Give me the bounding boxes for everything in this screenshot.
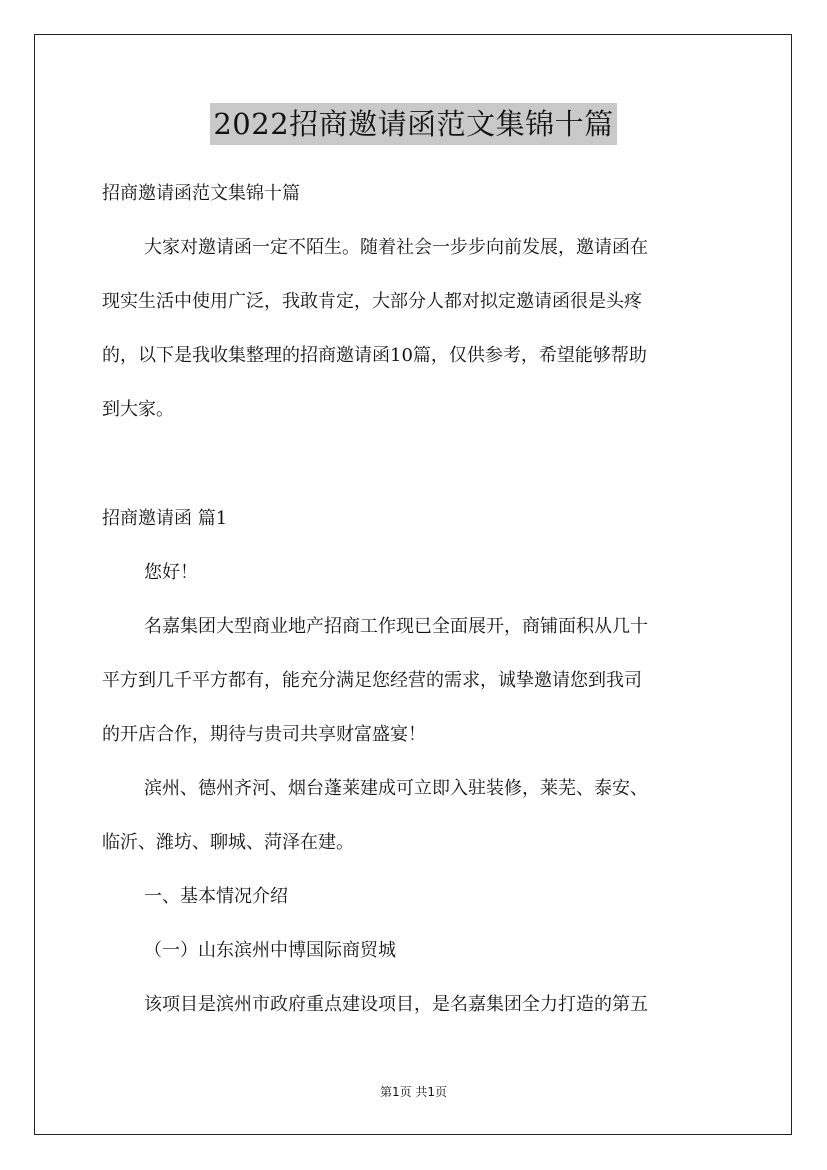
body-line-4: 滨州、德州齐河、烟台蓬莱建成可立即入驻装修，莱芜、泰安、	[144, 778, 648, 799]
body-line-1: 名嘉集团大型商业地产招商工作现已全面展开，商铺面积从几十	[144, 616, 648, 637]
document-subtitle: 招商邀请函范文集锦十篇	[102, 183, 300, 204]
intro-line-3: 的，以下是我收集整理的招商邀请函10篇，仅供参考，希望能够帮助	[102, 345, 647, 366]
body-line-7: （一）山东滨州中博国际商贸城	[144, 940, 396, 961]
document-title: 2022招商邀请函范文集锦十篇	[210, 103, 616, 145]
title-container	[0, 103, 827, 145]
intro-line-4: 到大家。	[102, 399, 174, 420]
body-line-6: 一、基本情况介绍	[144, 886, 288, 907]
page-footer: 第1页 共1页	[379, 1085, 448, 1099]
section-heading: 招商邀请函 篇1	[102, 508, 228, 529]
body-line-5: 临沂、潍坊、聊城、菏泽在建。	[102, 832, 354, 853]
body-line-3: 的开店合作，期待与贵司共享财富盛宴！	[102, 724, 426, 745]
intro-line-2: 现实生活中使用广泛，我敢肯定，大部分人都对拟定邀请函很是头疼	[102, 291, 642, 312]
greeting-line: 您好！	[144, 562, 198, 583]
body-line-8: 该项目是滨州市政府重点建设项目，是名嘉集团全力打造的第五	[144, 994, 648, 1015]
intro-line-1: 大家对邀请函一定不陌生。随着社会一步步向前发展，邀请函在	[144, 237, 648, 258]
body-line-2: 平方到几千平方都有，能充分满足您经营的需求，诚挚邀请您到我司	[102, 670, 642, 691]
